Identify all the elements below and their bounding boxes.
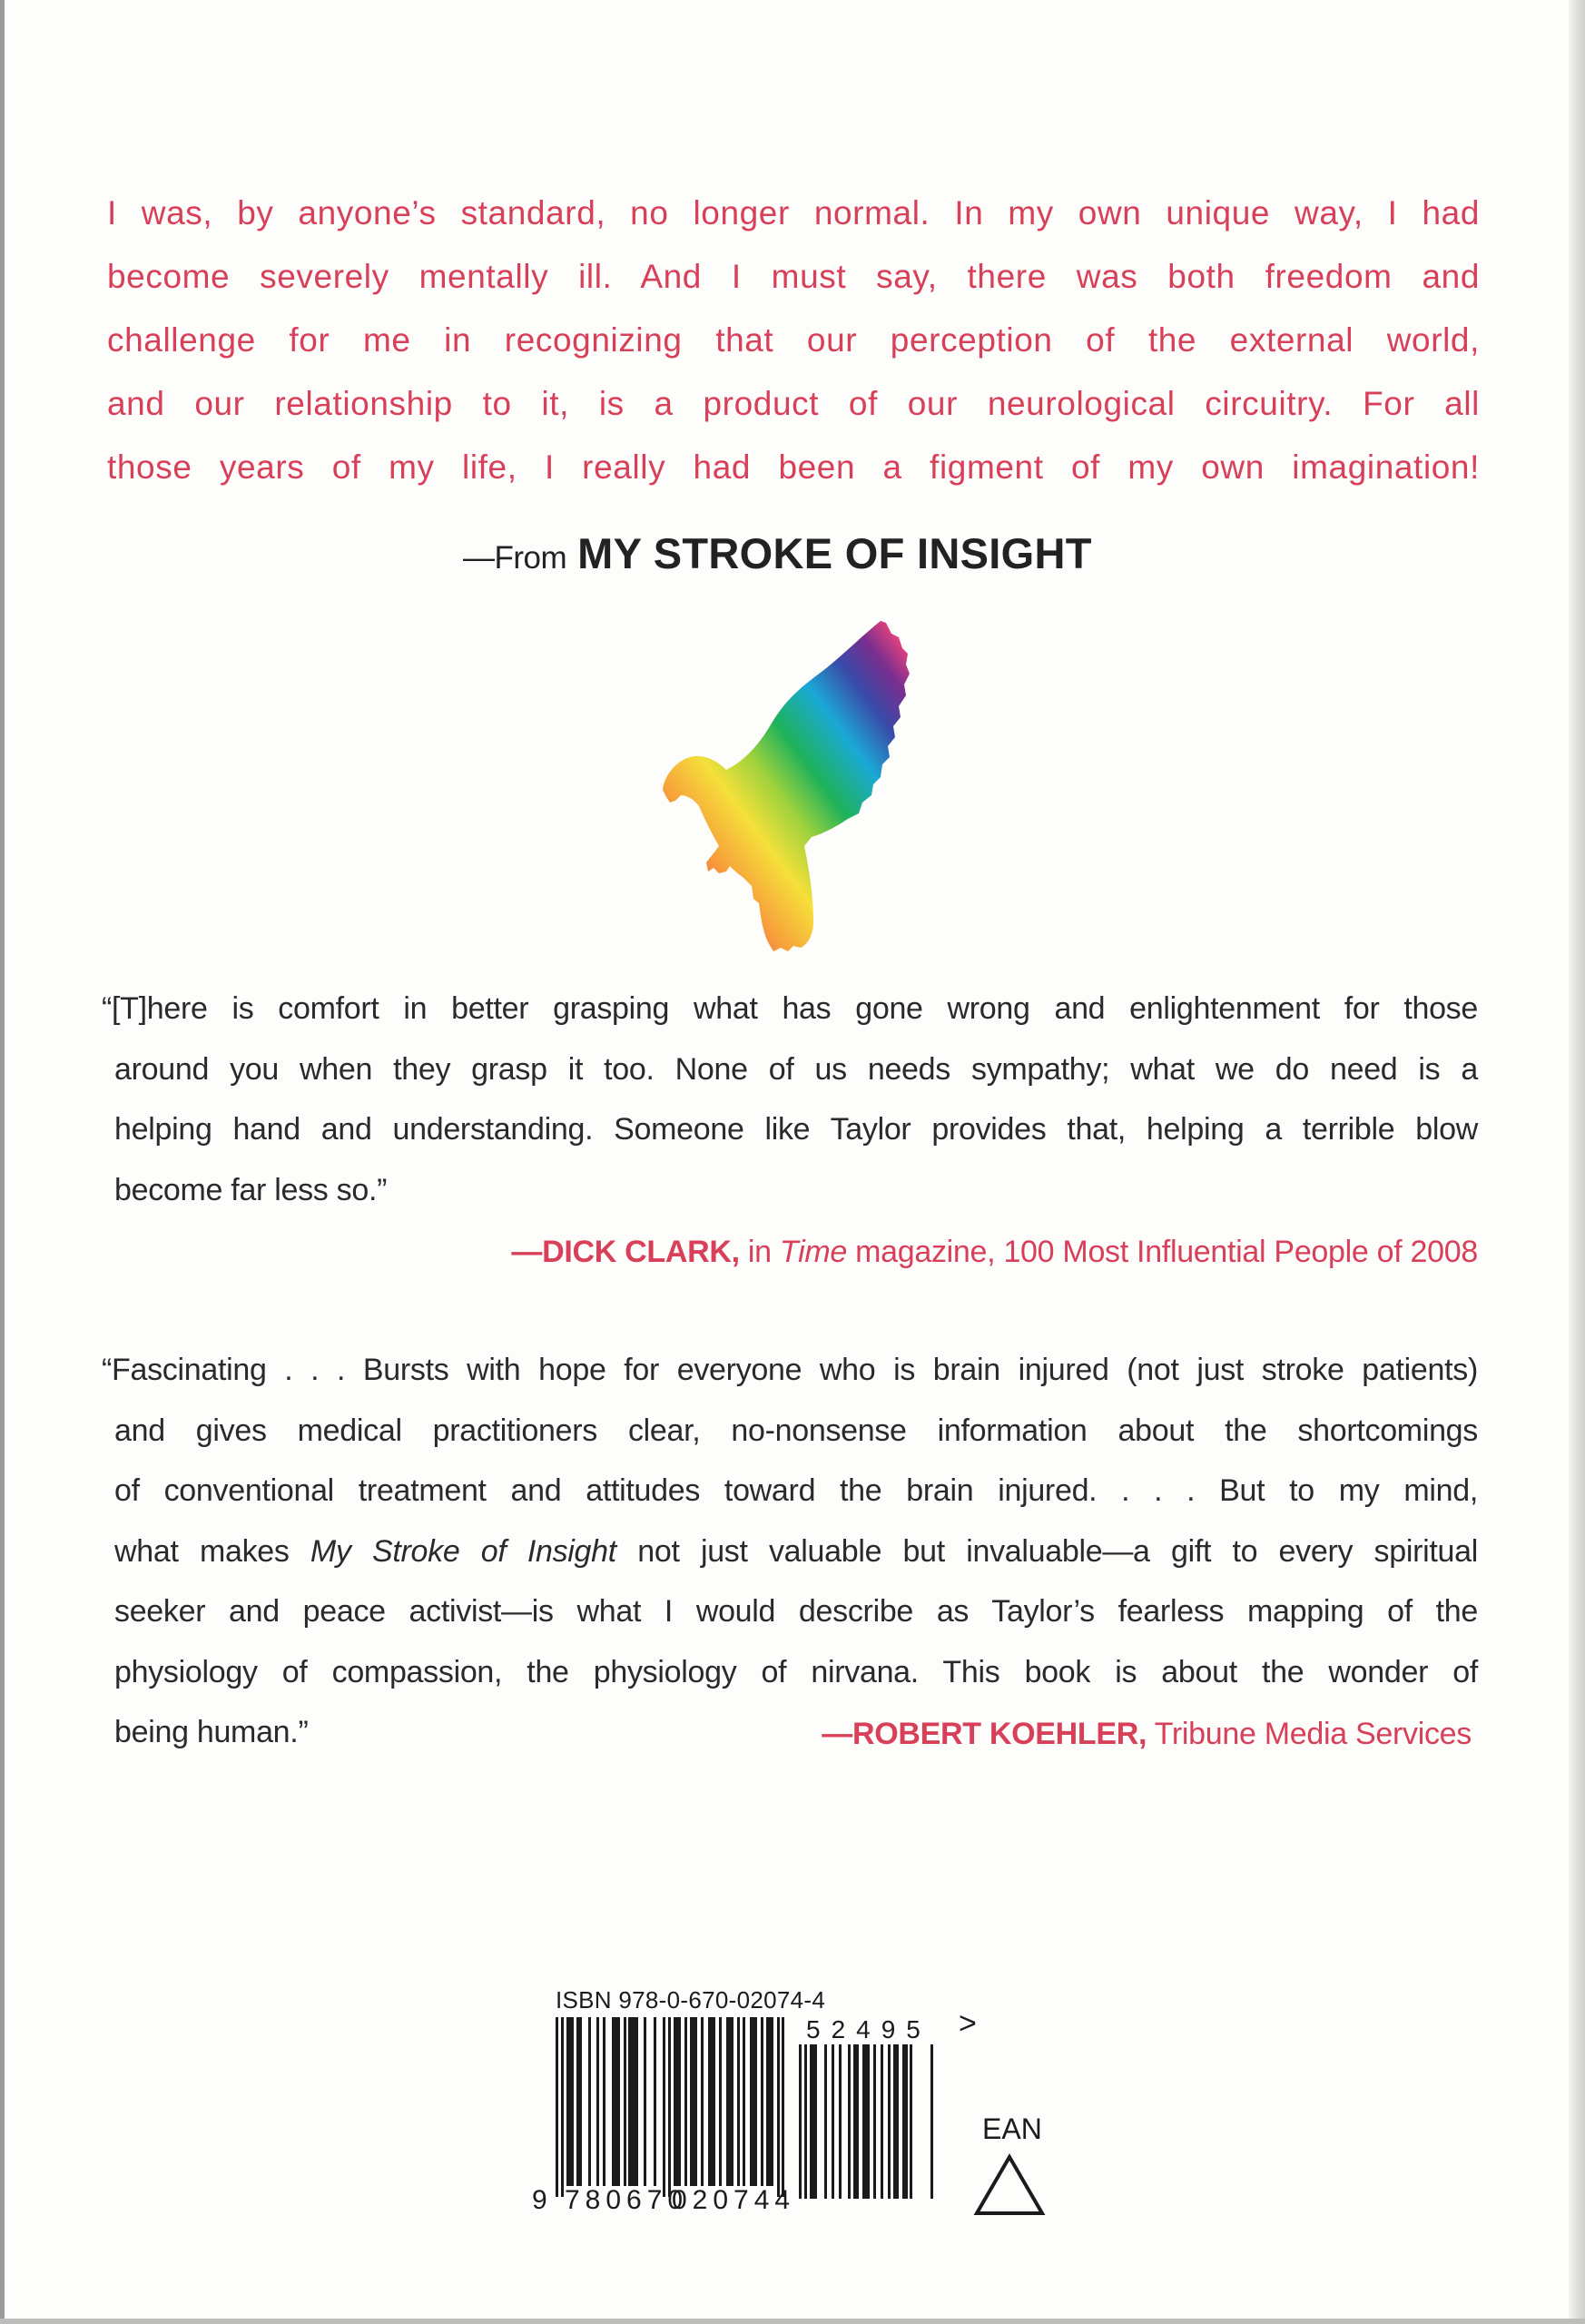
quote-line: around you when they grasp it too. None of us needs sympathy; what we do need is a <box>114 1051 1478 1087</box>
quote-line: seeker and peace activist—is what I would describe as Taylor’s fearless mapping of the <box>114 1594 1478 1629</box>
excerpt-line: and our relationship to it, is a product of our neurological circuitry. For all <box>107 385 1480 422</box>
testimonial-attribution <box>822 1704 1472 1764</box>
source-prefix: —From <box>463 540 567 576</box>
price-addon-barcode <box>799 2044 935 2199</box>
isbn-label: ISBN 978-0-670-02074-4 <box>556 1986 826 2014</box>
quote-line: helping hand and understanding. Someone like Taylor provides that, helping a terrible blow <box>114 1112 1478 1147</box>
page-edge-right <box>1569 0 1585 2324</box>
quote-line: “[T]here is comfort in better grasping what has gone wrong and enlightenment for those <box>102 991 1478 1026</box>
price-addon-digits: 52495 <box>806 2015 931 2043</box>
quote-line: “Fascinating . . . Bursts with hope for everyone who is brain injured (not just stroke patients) <box>102 1353 1478 1387</box>
quote-line <box>114 1521 1478 1582</box>
excerpt-line: I was, by anyone’s standard, no longer normal. In my own unique way, I had <box>107 194 1480 231</box>
quote-line: of conventional treatment and attitudes toward the brain injured. . . . But to my mind, <box>114 1473 1478 1508</box>
triangle-icon <box>973 2153 1046 2217</box>
barcode-digits-group2: 020744 <box>672 2185 796 2215</box>
ean-label: EAN <box>982 2112 1042 2145</box>
quote-line: and gives medical practitioners clear, no-nonsense information about the shortcomings <box>114 1413 1478 1448</box>
reviewer-name: —DICK CLARK, <box>511 1235 740 1269</box>
attribution-text: magazine, 100 Most Influential People of 2008 <box>846 1235 1478 1269</box>
barcode-digits-group1: 780670 <box>565 2185 689 2215</box>
quote-line: being human.” <box>114 1715 309 1749</box>
quote-text: not just valuable but invaluable—a gift to every spiritual <box>615 1533 1478 1569</box>
testimonial-quote <box>102 1340 1482 1763</box>
excerpt-line: those years of my life, I really had been a figment of my own imagination! <box>107 448 1480 486</box>
attribution-text: Tribune Media Services <box>1147 1717 1472 1751</box>
book-title-italic: My Stroke of Insight <box>310 1533 616 1569</box>
reviewer-name: —ROBERT KOEHLER, <box>822 1717 1147 1751</box>
book-excerpt <box>107 182 1487 499</box>
excerpt-line: challenge for me in recognizing that our perception of the external world, <box>107 321 1480 359</box>
testimonial-attribution <box>511 1222 1478 1282</box>
excerpt-source <box>463 528 1153 583</box>
barcode-lead-digit: 9 <box>532 2185 547 2215</box>
quote-line: physiology of compassion, the physiology of nirvana. This book is about the wonder of <box>114 1654 1478 1689</box>
quiet-zone-marker: > <box>959 2006 977 2041</box>
quote-line: become far less so.” <box>114 1172 388 1207</box>
book-title: MY STROKE OF INSIGHT <box>577 529 1092 577</box>
quote-text: what makes <box>114 1533 310 1569</box>
excerpt-line: become severely mentally ill. And I must say, there was both freedom and <box>107 258 1480 295</box>
publication-name: Time <box>779 1235 847 1269</box>
testimonial-quote <box>102 979 1482 1220</box>
isbn-barcode <box>556 2017 784 2197</box>
page-edge-left <box>0 0 5 2324</box>
attribution-text: in <box>739 1235 780 1269</box>
page-edge-bottom <box>0 2319 1585 2324</box>
rainbow-dove-icon <box>635 608 926 971</box>
